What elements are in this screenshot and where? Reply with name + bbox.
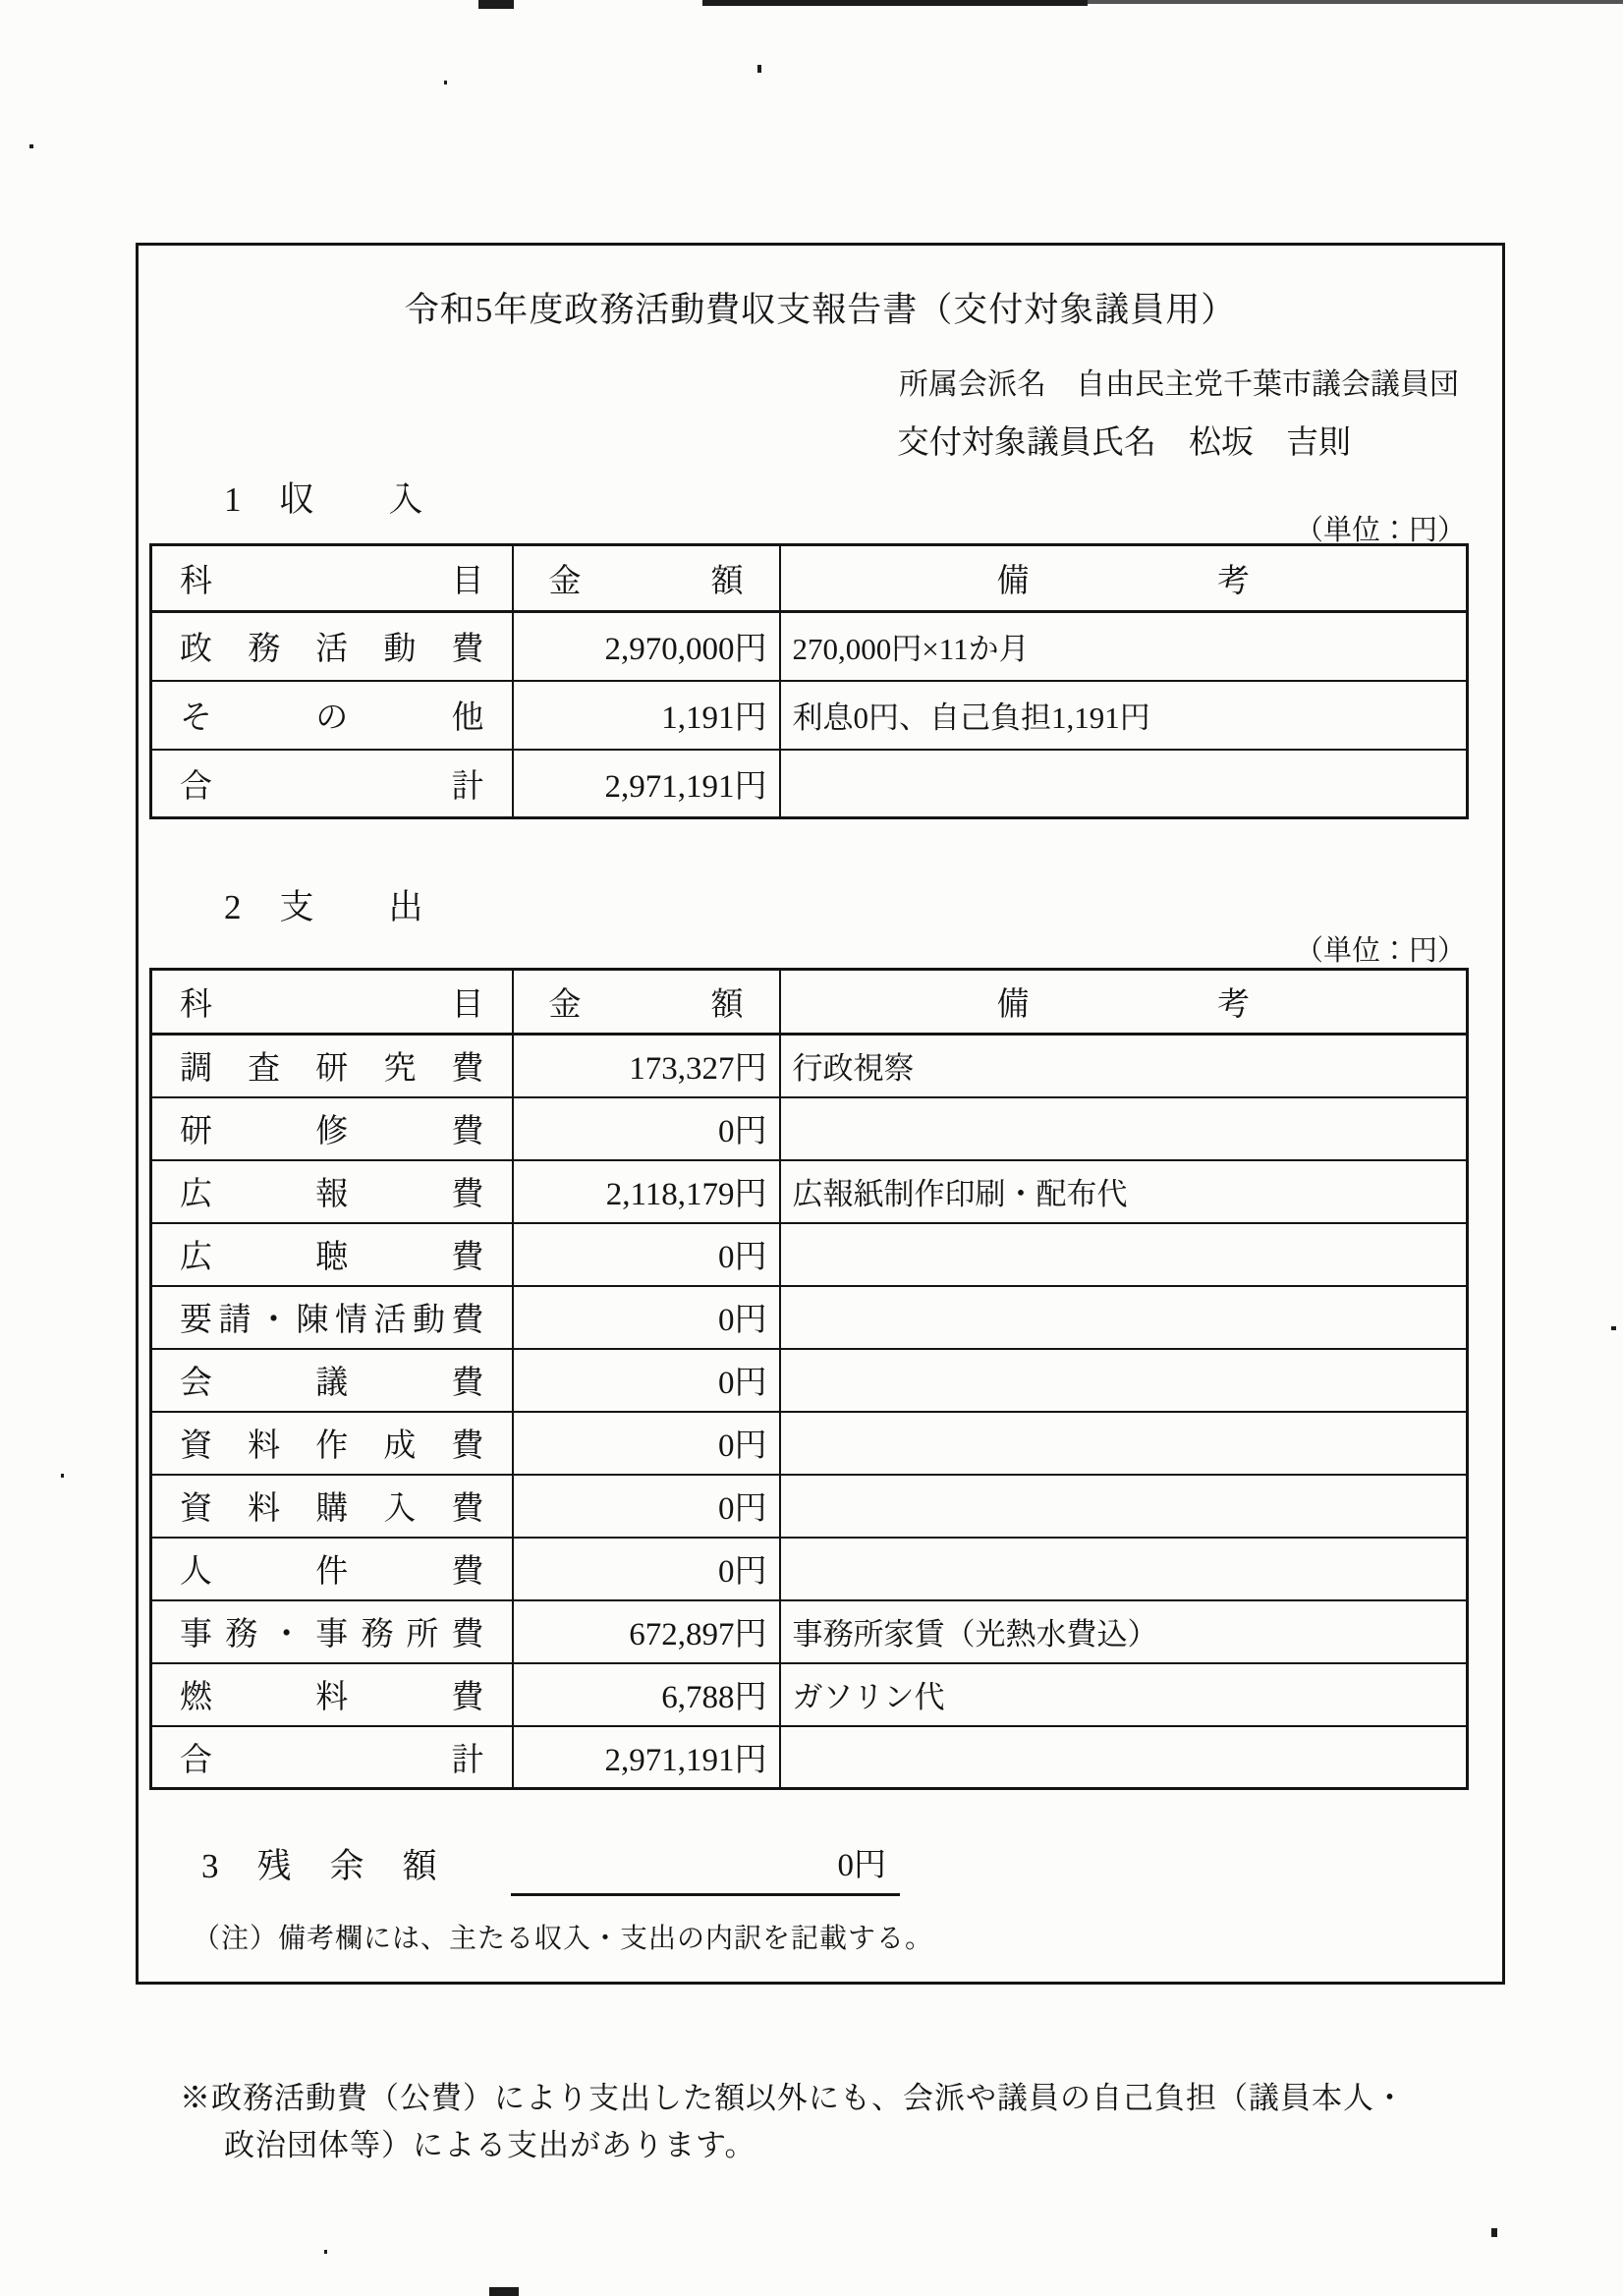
column-header-remarks: 備 考 bbox=[780, 545, 1468, 612]
amount-cell: 0円 bbox=[513, 1412, 780, 1475]
expense-table bbox=[149, 968, 1469, 1790]
subject-cell: 広 聴 費 bbox=[151, 1223, 513, 1286]
column-header-subject: 科 目 bbox=[151, 970, 513, 1035]
income-table bbox=[149, 543, 1469, 819]
table-row bbox=[151, 1349, 1468, 1412]
column-header-amount: 金 額 bbox=[513, 970, 780, 1035]
footnote-line-2: 政治団体等）による支出があります。 bbox=[224, 2128, 756, 2162]
remarks-cell: 広報紙制作印刷・配布代 bbox=[780, 1160, 1468, 1223]
subject-cell: 政 務 活 動 費 bbox=[151, 612, 513, 681]
amount-cell: 0円 bbox=[513, 1097, 780, 1160]
amount-cell: 2,971,191円 bbox=[513, 750, 780, 818]
remarks-cell bbox=[780, 1726, 1468, 1789]
member-name-line: 交付対象議員氏名 松坂 吉則 bbox=[897, 425, 1351, 461]
amount-cell: 0円 bbox=[513, 1349, 780, 1412]
amount-cell: 173,327円 bbox=[513, 1035, 780, 1097]
remarks-cell bbox=[780, 1475, 1468, 1538]
income-unit-label: （単位：円） bbox=[1294, 515, 1466, 546]
amount-cell: 2,971,191円 bbox=[513, 1726, 780, 1789]
column-header-amount: 金 額 bbox=[513, 545, 780, 612]
scan-artifact bbox=[702, 0, 1088, 6]
remarks-cell bbox=[780, 1223, 1468, 1286]
footnote-line-1: ※政務活動費（公費）により支出した額以外にも、会派や議員の自己負担（議員本人・ bbox=[180, 2081, 1406, 2115]
expense-unit-label: （単位：円） bbox=[1294, 935, 1466, 967]
subject-cell: 燃 料 費 bbox=[151, 1663, 513, 1726]
column-header-subject: 科 目 bbox=[151, 545, 513, 612]
subject-cell: 要 請 ・ 陳 情 活 動 費 bbox=[151, 1286, 513, 1349]
scan-artifact bbox=[757, 65, 761, 73]
faction-name-line: 所属会派名 自由民主党千葉市議会議員団 bbox=[899, 368, 1459, 401]
scan-artifact bbox=[444, 81, 447, 84]
amount-cell: 1,191円 bbox=[513, 681, 780, 750]
subject-cell: 人 件 費 bbox=[151, 1538, 513, 1600]
table-row bbox=[151, 1600, 1468, 1663]
remarks-note: （注）備考欄には、主たる収入・支出の内訳を記載する。 bbox=[193, 1924, 934, 1954]
subject-cell: 研 修 費 bbox=[151, 1097, 513, 1160]
amount-cell: 2,118,179円 bbox=[513, 1160, 780, 1223]
table-row bbox=[151, 1475, 1468, 1538]
scan-artifact bbox=[29, 144, 33, 148]
scan-artifact bbox=[489, 2287, 519, 2296]
table-row bbox=[151, 1223, 1468, 1286]
scan-artifact bbox=[1088, 0, 1623, 4]
remarks-cell bbox=[780, 750, 1468, 818]
scan-artifact bbox=[324, 2250, 327, 2254]
subject-cell: 資 料 作 成 費 bbox=[151, 1412, 513, 1475]
remarks-cell bbox=[780, 1412, 1468, 1475]
page-title: 令和5年度政務活動費収支報告書（交付対象議員用） bbox=[404, 291, 1237, 329]
amount-cell: 672,897円 bbox=[513, 1600, 780, 1663]
table-row bbox=[151, 750, 1468, 818]
scan-artifact bbox=[1491, 2228, 1497, 2237]
subject-cell: 合 計 bbox=[151, 750, 513, 818]
subject-cell: 事 務 ・ 事 務 所 費 bbox=[151, 1600, 513, 1663]
table-row bbox=[151, 1726, 1468, 1789]
balance-value: 0円 bbox=[511, 1837, 900, 1896]
expense-table-header-row bbox=[151, 970, 1468, 1035]
table-row bbox=[151, 1412, 1468, 1475]
remarks-cell: 利息0円、自己負担1,191円 bbox=[780, 681, 1468, 750]
scan-artifact bbox=[914, 0, 927, 5]
remarks-cell bbox=[780, 1349, 1468, 1412]
table-row bbox=[151, 1663, 1468, 1726]
table-row bbox=[151, 1538, 1468, 1600]
balance-section-heading: 3 残 余 額 bbox=[201, 1847, 439, 1885]
amount-cell: 0円 bbox=[513, 1475, 780, 1538]
table-row bbox=[151, 1097, 1468, 1160]
expense-section-heading: 2 支 出 bbox=[224, 888, 425, 926]
remarks-cell: ガソリン代 bbox=[780, 1663, 1468, 1726]
remarks-cell bbox=[780, 1097, 1468, 1160]
subject-cell: 広 報 費 bbox=[151, 1160, 513, 1223]
income-section-heading: 1 収 入 bbox=[224, 480, 425, 519]
column-header-remarks: 備 考 bbox=[780, 970, 1468, 1035]
subject-cell: そ の 他 bbox=[151, 681, 513, 750]
scan-artifact bbox=[478, 0, 514, 9]
amount-cell: 0円 bbox=[513, 1538, 780, 1600]
subject-cell: 会 議 費 bbox=[151, 1349, 513, 1412]
table-row bbox=[151, 1286, 1468, 1349]
remarks-cell: 行政視察 bbox=[780, 1035, 1468, 1097]
scan-artifact bbox=[61, 1474, 64, 1478]
amount-cell: 2,970,000円 bbox=[513, 612, 780, 681]
subject-cell: 資 料 購 入 費 bbox=[151, 1475, 513, 1538]
amount-cell: 6,788円 bbox=[513, 1663, 780, 1726]
table-row bbox=[151, 1035, 1468, 1097]
subject-cell: 合 計 bbox=[151, 1726, 513, 1789]
remarks-cell bbox=[780, 1286, 1468, 1349]
income-table-header-row bbox=[151, 545, 1468, 612]
table-row bbox=[151, 1160, 1468, 1223]
amount-cell: 0円 bbox=[513, 1286, 780, 1349]
table-row bbox=[151, 681, 1468, 750]
remarks-cell: 270,000円×11か月 bbox=[780, 612, 1468, 681]
remarks-cell: 事務所家賃（光熱水費込） bbox=[780, 1600, 1468, 1663]
amount-cell: 0円 bbox=[513, 1223, 780, 1286]
remarks-cell bbox=[780, 1538, 1468, 1600]
table-row bbox=[151, 612, 1468, 681]
subject-cell: 調 査 研 究 費 bbox=[151, 1035, 513, 1097]
scan-artifact bbox=[1611, 1326, 1616, 1330]
